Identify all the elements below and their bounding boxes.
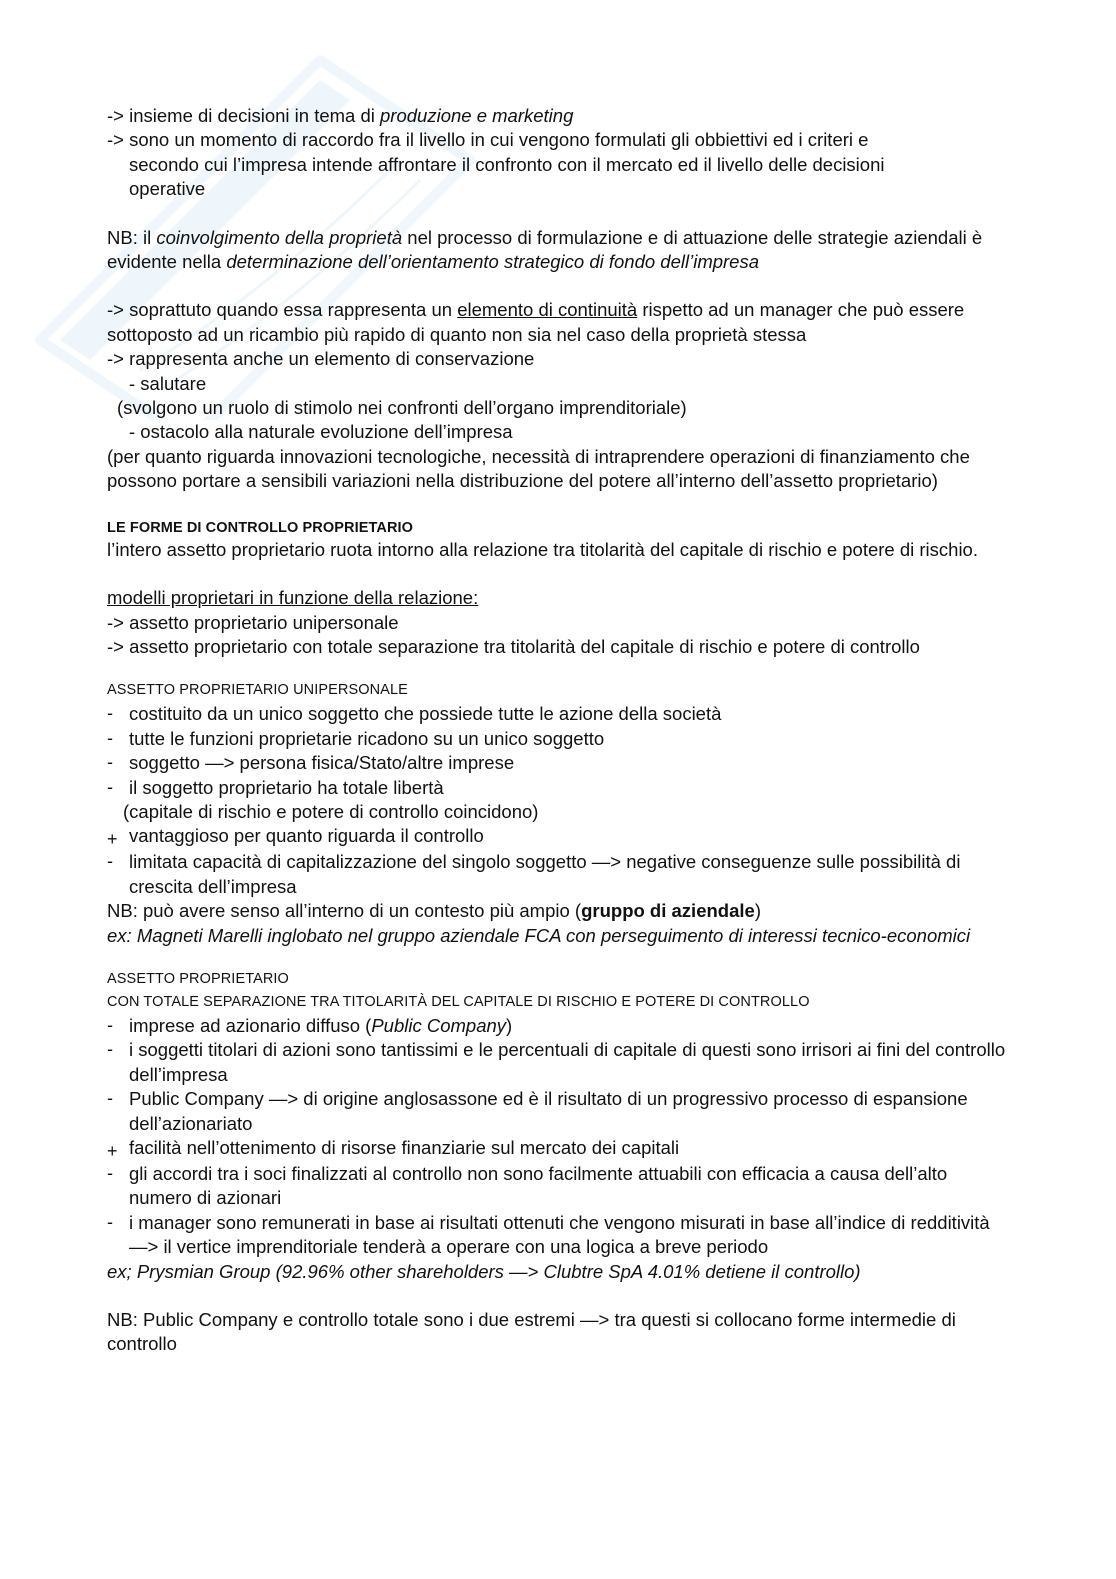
model-separazione: -> assetto proprietario con totale separazione tra titolarità del capitale di rischio e potere di controllo	[107, 635, 920, 657]
list-item: + facilità nell’ottenimento di risorse finanziarie sul mercato dei capitali	[107, 1137, 680, 1161]
s2-line2: -> rappresenta anche un elemento di conservazione	[107, 348, 535, 370]
plus-bullet-icon: +	[107, 829, 118, 850]
uni-nb: NB: può avere senso all’interno di un contesto più ampio (gruppo di aziendale)	[107, 900, 761, 922]
list-item: - limitata capacità di capitalizzazione del singolo soggetto —> negative conseguenze sulle possibilità di crescita dell’impresa	[107, 851, 961, 897]
list-item: - i soggetti titolari di azioni sono tantissimi e le percentuali di capitale di questi sono irrisori ai fini del controllo dell’impresa	[107, 1039, 1006, 1085]
dash-bullet-icon: -	[107, 727, 113, 748]
uni-example: ex: Magneti Marelli inglobato nel gruppo aziendale FCA con perseguimento di interessi tecnico-economici	[107, 924, 971, 946]
dash-bullet-icon: -	[107, 1163, 113, 1183]
uni-paren-note: (capitale di rischio e potere di controllo coincidono)	[123, 800, 539, 822]
forme-intro: l’intero assetto proprietario ruota intorno alla relazione tra titolarità del capitale di rischio e potere di rischio.	[107, 538, 978, 560]
s2-ostacolo-note: (per quanto riguarda innovazioni tecnologiche, necessità di intraprendere operazioni di finanziamento che possono portare a sensibili variazioni nella distribuzione del potere all’interno dell’assetto proprietario)	[107, 445, 970, 492]
sep-heading-2: CON TOTALE SEPARAZIONE TRA TITOLARITÀ DEL CAPITALE DI RISCHIO E POTERE DI CONTROLLO	[107, 993, 810, 1010]
dash-bullet-icon: -	[107, 1088, 113, 1109]
s1-line4: operative	[129, 178, 206, 200]
models-title: modelli proprietari in funzione della relazione:	[107, 587, 479, 609]
nb-coinvolgimento: NB: il coinvolgimento della proprietà nel processo di formulazione e di attuazione delle strategie aziendali è evidente nella determinazione dell’orientamento strategico di fondo dell’impresa	[107, 226, 983, 273]
sep-example: ex; Prysmian Group (92.96% other shareholders —> Clubtre SpA 4.01% detiene il controllo)	[107, 1260, 861, 1282]
list-item: - Public Company —> di origine anglosassone ed è il risultato di un progressivo processo di espansione dell’azionariato	[107, 1088, 968, 1134]
dash-bullet-icon: -	[107, 752, 113, 773]
forme-heading: LE FORME DI CONTROLLO PROPRIETARIO	[107, 519, 414, 536]
sep-nb: NB: Public Company e controllo totale sono i due estremi —> tra questi si collocano forme intermedie di controllo	[107, 1309, 956, 1355]
dash-bullet-icon: -	[107, 851, 113, 872]
s1-line3: secondo cui l’impresa intende affrontare il confronto con il mercato ed il livello delle decisioni	[129, 153, 885, 175]
s2-salutare: - salutare	[129, 372, 207, 394]
list-item: - costituito da un unico soggetto che possiede tutte le azione della società	[107, 703, 722, 725]
list-item: - soggetto —> persona fisica/Stato/altre imprese	[107, 752, 515, 774]
list-item: - il soggetto proprietario ha totale libertà	[107, 776, 444, 798]
list-item: + vantaggioso per quanto riguarda il controllo	[107, 825, 484, 850]
dash-bullet-icon: -	[107, 1039, 113, 1060]
s1-line2: -> sono un momento di raccordo fra il livello in cui vengono formulati gli obbiettivi ed i criteri e	[107, 129, 869, 151]
list-item: - tutte le funzioni proprietarie ricadono su un unico soggetto	[107, 727, 605, 749]
dash-bullet-icon: -	[107, 703, 113, 724]
s2-salutare-note: (svolgono un ruolo di stimolo nei confronti dell’organo imprenditoriale)	[117, 397, 687, 419]
document-body	[107, 104, 1007, 1357]
s2-line1: -> soprattuto quando essa rappresenta un elemento di continuità rispetto ad un manager che può essere sottoposto ad un ricambio più rapido di quanto non sia nel caso della proprietà stessa	[107, 299, 965, 345]
dash-bullet-icon: -	[107, 1014, 113, 1035]
plus-bullet-icon: +	[107, 1141, 118, 1161]
uni-heading: ASSETTO PROPRIETARIO UNIPERSONALE	[107, 682, 408, 699]
list-item: - imprese ad azionario diffuso (Public Company)	[107, 1014, 513, 1036]
model-unipersonale: -> assetto proprietario unipersonale	[107, 611, 399, 633]
sep-heading-1: ASSETTO PROPRIETARIO	[107, 970, 289, 987]
dash-bullet-icon: -	[107, 1211, 113, 1232]
s2-ostacolo: - ostacolo alla naturale evoluzione dell’impresa	[129, 421, 513, 443]
dash-bullet-icon: -	[107, 776, 113, 797]
s1-line1: -> insieme di decisioni in tema di produzione e marketing	[107, 105, 574, 126]
list-item: - gli accordi tra i soci finalizzati al controllo non sono facilmente attuabili con efficacia a causa dell’alto numero di azionari	[107, 1163, 948, 1209]
list-item: - i manager sono remunerati in base ai risultati ottenuti che vengono misurati in base all’indice di redditività —> il vertice imprenditoriale tenderà a operare con una logica a breve periodo	[107, 1211, 990, 1258]
